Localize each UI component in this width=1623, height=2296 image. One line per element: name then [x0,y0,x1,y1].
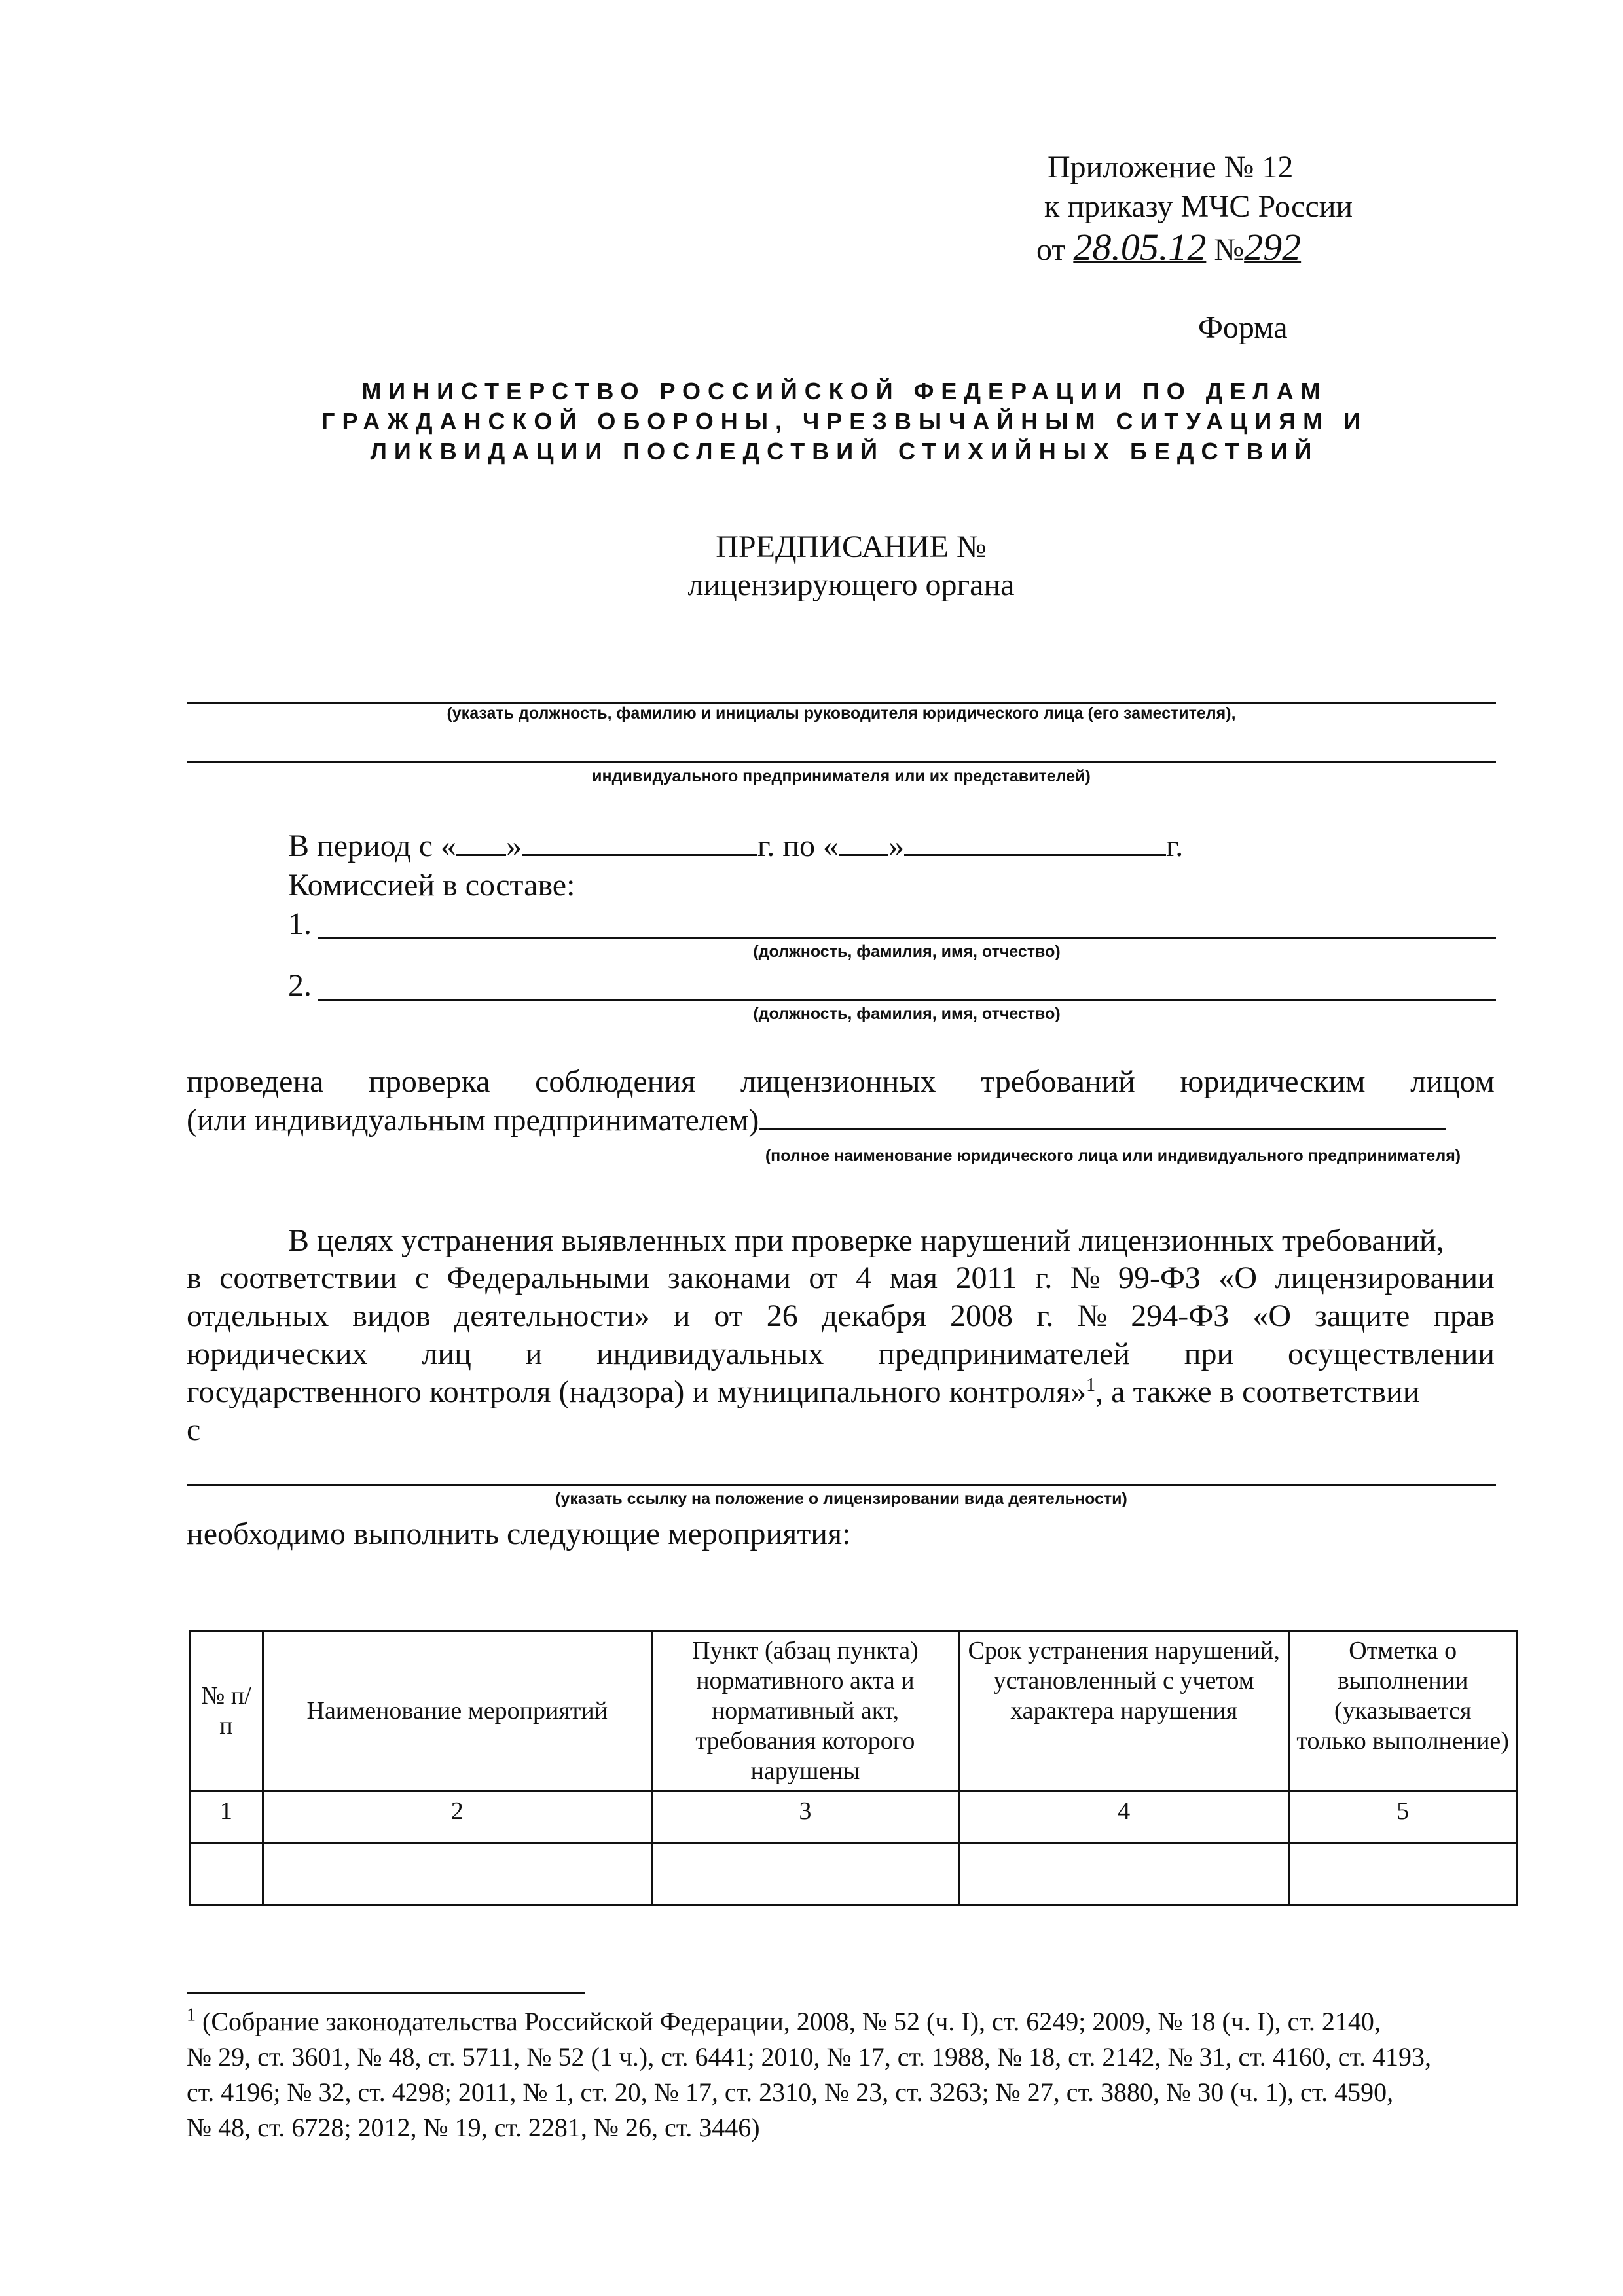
word: 99-ФЗ [1118,1261,1201,1295]
order-date-number [1036,225,1495,269]
period-prefix: В период с « [288,829,457,863]
empty-cell[interactable] [263,1844,651,1905]
word: проведена [187,1064,324,1099]
regulation-reference-field[interactable] [187,1484,1496,1486]
word: юридических [187,1336,368,1371]
table-row [190,1844,1517,1905]
member-2-number: 2. [288,968,312,1003]
purpose-line-3 [187,1298,1495,1334]
word: г. [1035,1261,1053,1295]
purpose-line-5 [187,1374,1495,1410]
recipient-line-1 [187,702,1496,704]
word: индивидуальных [596,1336,824,1371]
number-prefix: № [1214,232,1245,267]
purpose-line-1: В целях устранения выявленных при проверке нарушений лицензионных требований, [288,1223,1444,1258]
column-number-cell: 1 [190,1791,263,1844]
word: 26 [766,1299,798,1333]
handwritten-date: 28.05.12 [1073,226,1207,268]
word: осуществлении [1287,1336,1495,1371]
period-quote-close-1: » [506,829,522,863]
word: защите [1315,1299,1410,1333]
period-quote-close-2: » [888,829,905,863]
purpose-line-4 [187,1336,1495,1372]
column-number-cell: 4 [959,1791,1289,1844]
empty-cell[interactable] [190,1844,263,1905]
ministry-line-1: МИНИСТЕРСТВО РОССИЙСКОЙ ФЕДЕРАЦИИ ПО ДЕЛАМ [361,378,1328,404]
word: лиц [422,1336,471,1371]
footnote-line-4: № 48, ст. 6728; 2012, № 19, ст. 2281, № 26, ст. 3446) [187,2113,760,2142]
measures-table [189,1630,1518,1906]
column-number-cell: 5 [1289,1791,1517,1844]
footnote-line-1-text: (Собрание законодательства Российской Федерации, 2008, № 52 (ч. I), ст. 6249; 2009, № 18 (ч. I), ст. 2140, [196,2007,1381,2036]
word: деятельности» [454,1299,650,1333]
header-measure-name: Наименование мероприятий [263,1631,651,1791]
word: видов [352,1299,431,1333]
period-end-day-field[interactable] [839,829,888,856]
regulation-reference-note: (указать ссылку на положение о лицензировании вида деятельности) [555,1490,1127,1508]
inspection-line-2-text: (или индивидуальным предпринимателем) [187,1103,759,1138]
word: с [414,1261,429,1295]
appendix-text: Приложение № 12 [1048,150,1294,185]
table-header-row [190,1631,1517,1791]
period-start-month-field[interactable] [522,829,757,856]
word: лицензионных [740,1064,936,1099]
inspection-line-2 [187,1102,1446,1138]
order-reference [1044,188,1450,224]
member-1-note: (должность, фамилия, имя, отчество) [753,942,1061,961]
word: соответствии [219,1261,397,1295]
word: предпринимателей [878,1336,1130,1371]
ministry-line-2: ГРАЖДАНСКОЙ ОБОРОНЫ, ЧРЕЗВЫЧАЙНЫМ СИТУАЦИЯМ И [321,408,1368,435]
footnote-line-1 [187,2004,1529,2039]
footnote-reference[interactable]: 1 [1086,1375,1096,1395]
word: соблюдения [535,1064,696,1099]
commission-label: Комиссией в составе: [288,868,575,903]
word: лицом [1410,1064,1495,1099]
ministry-header [249,376,1440,467]
word: и [525,1336,543,1371]
purpose-conclusion: необходимо выполнить следующие мероприятия: [187,1516,851,1551]
header-regulation-point: Пункт (абзац пункта) нормативного акта и нормативный акт, требования которого нарушены [651,1631,958,1791]
document-subtitle: лицензирующего органа [687,567,1015,602]
word: от [714,1299,743,1333]
word: 4 [856,1261,872,1295]
word: «О [1218,1261,1258,1295]
word: «О [1252,1299,1291,1333]
recipient-line-2 [187,761,1496,763]
word: 2011 [955,1261,1017,1295]
footnote-line-3: ст. 4196; № 32, ст. 4298; 2011, № 1, ст. 20, № 17, ст. 2310, № 23, ст. 3263; № 27, ст. 3880, № 30 (ч. 1), ст. 4590, [187,2077,1394,2107]
recipient-note-1: (указать должность, фамилию и инициалы руководителя юридического лица (его заместителя), [447,704,1236,723]
word: 294-ФЗ [1131,1299,1230,1333]
member-1-number: 1. [288,906,312,941]
word: отдельных [187,1299,329,1333]
word: Федеральными [447,1261,650,1295]
purpose-line-5-tail: , а также в соответствии [1095,1374,1420,1409]
word: в [187,1261,202,1295]
period-end-month-field[interactable] [904,829,1166,856]
handwritten-number: 292 [1244,226,1302,268]
form-label: Форма [1198,310,1288,345]
empty-cell[interactable] [959,1844,1289,1905]
word: прав [1433,1299,1495,1333]
table-numbering-row [190,1791,1517,1844]
column-number-cell: 2 [263,1791,651,1844]
footnote-separator [187,1992,585,1994]
empty-cell[interactable] [1289,1844,1517,1905]
column-number-cell: 3 [651,1791,958,1844]
word: требований [981,1064,1135,1099]
member-2-note: (должность, фамилия, имя, отчество) [753,1005,1061,1023]
order-text: к приказу МЧС России [1044,189,1353,224]
word: юридическим [1180,1064,1366,1099]
period-row [288,828,1183,864]
word: № [1077,1299,1108,1333]
header-number: № п/п [190,1631,263,1791]
document-title: ПРЕДПИСАНИЕ № [716,529,987,564]
word: проверка [369,1064,490,1099]
purpose-line-2 [187,1260,1495,1296]
entity-name-note: (полное наименование юридического лица или индивидуального предпринимателя) [765,1147,1461,1165]
footnote-line-2: № 29, ст. 3601, № 48, ст. 5711, № 52 (1 ч.), ст. 6441; 2010, № 17, ст. 1988, № 18, ст. 2142, № 31, ст. 4160, ст. 4193, [187,2042,1431,2072]
inspection-line-1 [187,1064,1495,1100]
period-start-day-field[interactable] [456,829,506,856]
word: 2008 [950,1299,1013,1333]
word: г. [1036,1299,1054,1333]
date-prefix: от [1036,232,1066,267]
word: при [1184,1336,1234,1371]
word: № [1070,1261,1101,1295]
word: законами [667,1261,791,1295]
appendix-label [1048,149,1414,185]
footnote [187,2004,1529,2145]
period-suffix: г. [1166,829,1184,863]
purpose-line-5-text: государственного контроля (надзора) и муниципального контроля» [187,1374,1087,1409]
header-completion-mark: Отметка о выполнении (указывается только выполнение) [1289,1631,1517,1791]
footnote-mark: 1 [187,2005,196,2026]
word: и [673,1299,691,1333]
period-to-label: г. по « [757,829,839,863]
word: мая [889,1261,938,1295]
word: от [809,1261,838,1295]
entity-name-field[interactable] [759,1103,1446,1130]
ministry-line-3: ЛИКВИДАЦИИ ПОСЛЕДСТВИЙ СТИХИЙНЫХ БЕДСТВИЙ [370,438,1319,465]
header-deadline: Срок устранения нарушений, установленный с учетом характера нарушения [959,1631,1289,1791]
member-2-field[interactable] [318,999,1496,1001]
member-1-field[interactable] [318,937,1496,939]
purpose-line-6: с [187,1412,201,1447]
word: декабря [821,1299,926,1333]
empty-cell[interactable] [651,1844,958,1905]
recipient-note-2: индивидуального предпринимателя или их представителей) [592,767,1091,785]
word: лицензировании [1275,1261,1495,1295]
